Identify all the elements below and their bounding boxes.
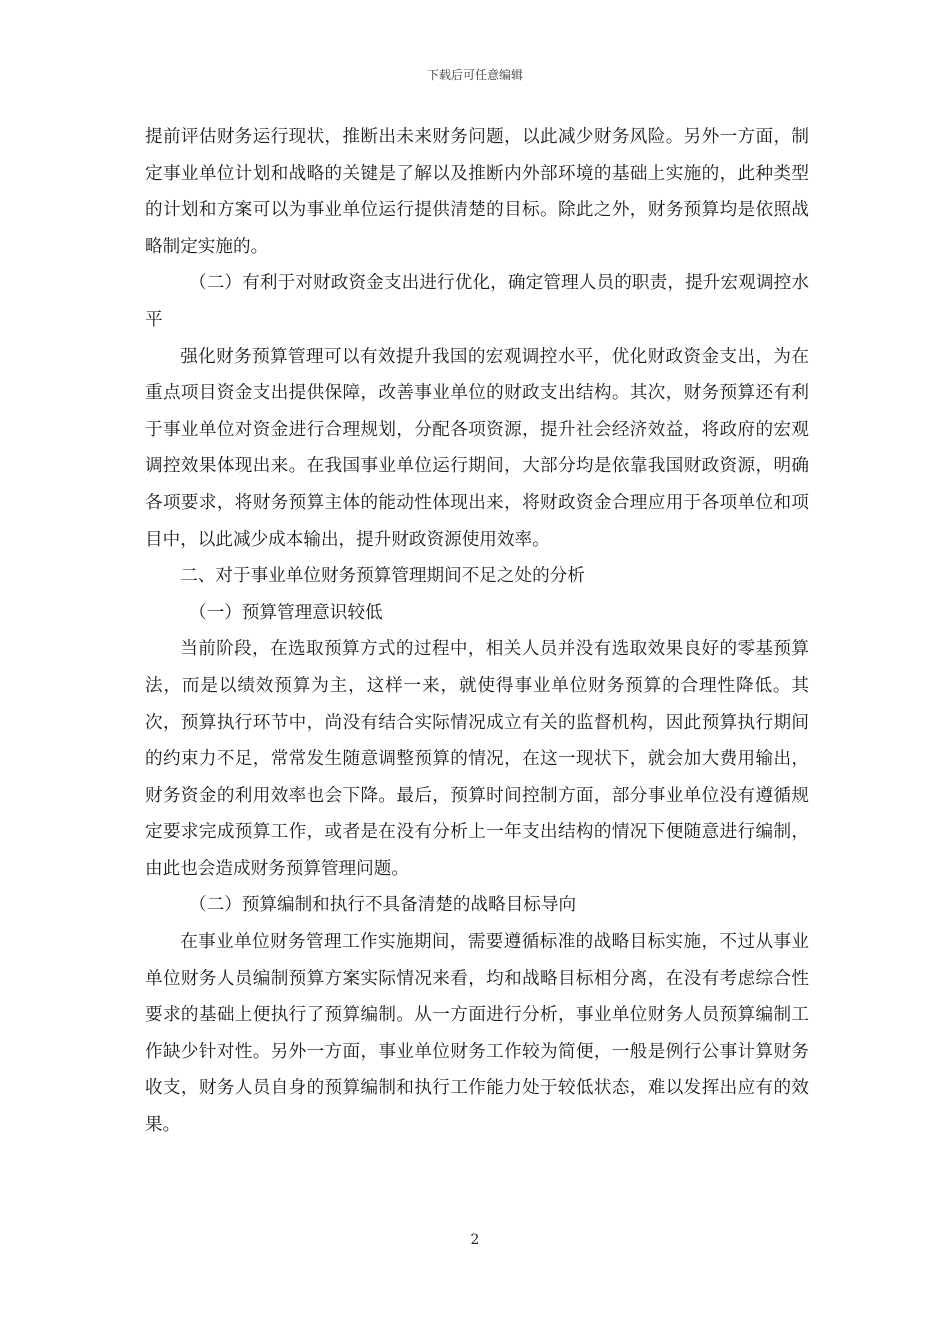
- subheading-1: （一）预算管理意识较低: [189, 602, 383, 623]
- subheading-2b: （二）预算编制和执行不具备清楚的战略目标导向: [189, 895, 577, 916]
- paragraph-budget-benefits: 强化财务预算管理可以有效提升我国的宏观调控水平，优化财政资金支出，为在重点项目资金支出提供保障，改善事业单位的财政支出结构。其次，财务预算还有利于事业单位对资金进行合理规划，分配各项资源，提升社会经济效益，将政府的宏观调控效果体现出来。在我国事业单位运行期间，大部分均是依靠我国财政资源，明确各项要求，将财务预算主体的能动性体现出来，将财政资金合理应用于各项单位和项目中，以此减少成本输出，提升财政资源使用效率。: [145, 346, 809, 550]
- subheading-2: （二）有利于对财政资金支出进行优化，确定管理人员的职责，提升宏观调控水平: [145, 273, 809, 330]
- paragraph-strategic-goal: 在事业单位财务管理工作实施期间，需要遵循标准的战略目标实施，不过从事业单位财务人员编制预算方案实际情况来看，均和战略目标相分离，在没有考虑综合性要求的基础上便执行了预算编制。从一方面进行分析，事业单位财务人员预算编制工作缺少针对性。另外一方面，事业单位财务工作较为简便，一般是例行公事计算财务收支，财务人员自身的预算编制和执行工作能力处于较低状态，难以发挥出应有的效果。: [145, 932, 809, 1136]
- paragraph-continued: 提前评估财务运行现状，推断出未来财务问题，以此减少财务风险。另外一方面，制定事业单位计划和战略的关键是了解以及推断内外部环境的基础上实施的，此种类型的计划和方案可以为事业单位运行提供清楚的目标。除此之外，财务预算均是依照战略制定实施的。: [145, 127, 809, 257]
- paragraph-budget-awareness: 当前阶段，在选取预算方式的过程中，相关人员并没有选取效果良好的零基预算法，而是以绩效预算为主，这样一来，就使得事业单位财务预算的合理性降低。其次，预算执行环节中，尚没有结合实际情况成立有关的监督机构，因此预算执行期间的约束力不足，常常发生随意调整预算的情况，在这一现状下，就会加大费用输出，财务资金的利用效率也会下降。最后，预算时间控制方面，部分事业单位没有遵循规定要求完成预算工作，或者是在没有分析上一年支出结构的情况下便随意进行编制，由此也会造成财务预算管理问题。: [145, 639, 809, 879]
- page-header: 下载后可任意编辑: [426, 68, 523, 82]
- section-heading-2: 二、对于事业单位财务预算管理期间不足之处的分析: [180, 566, 585, 587]
- document-body: [145, 119, 809, 1144]
- page-number: 2: [470, 1232, 480, 1248]
